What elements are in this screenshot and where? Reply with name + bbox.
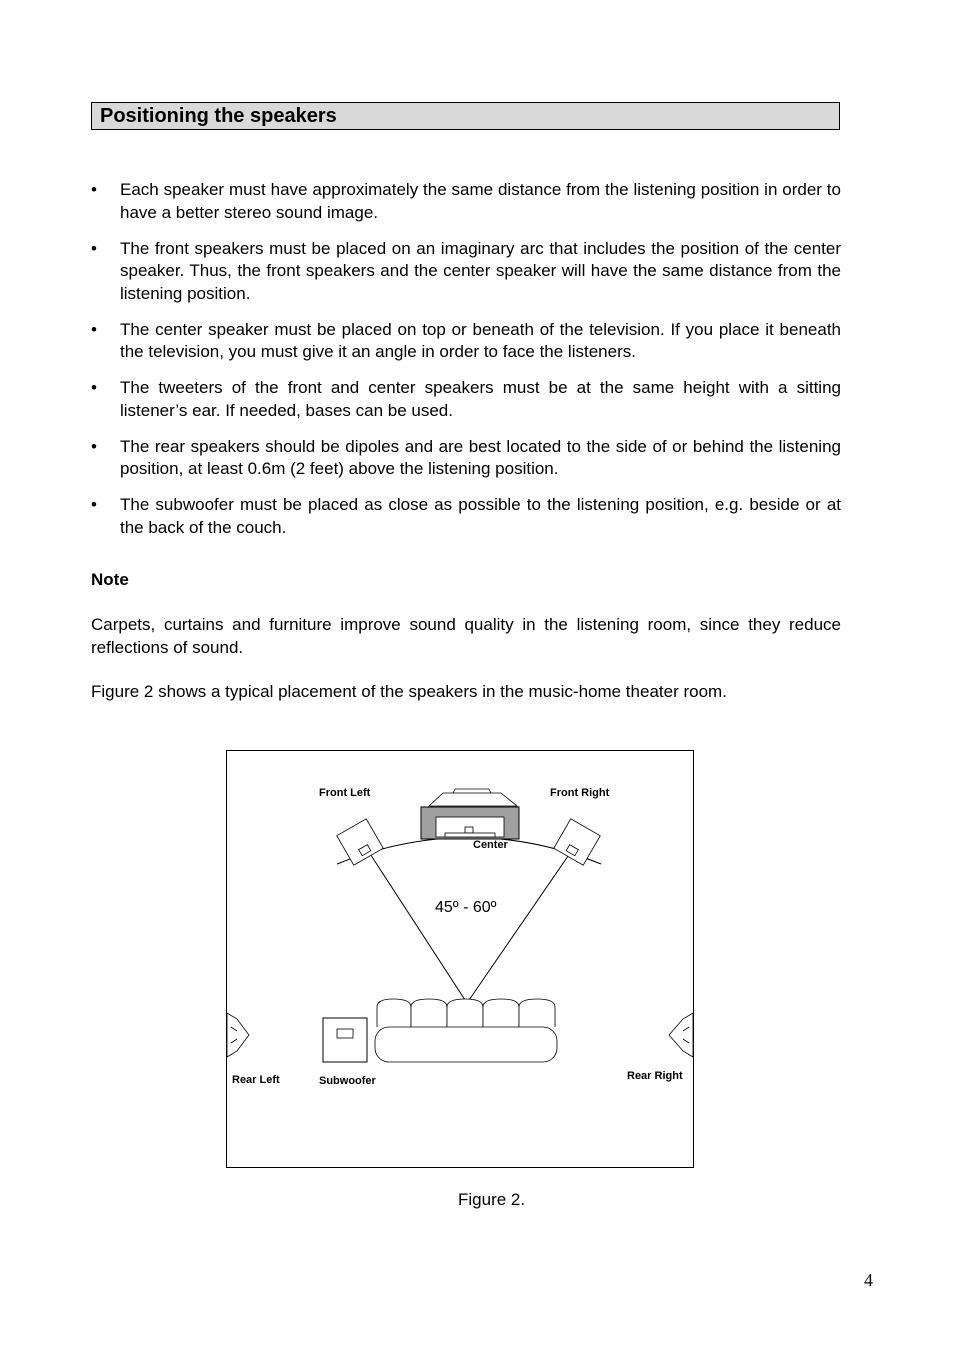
section-heading: Positioning the speakers xyxy=(100,105,337,127)
bullet-dot: • xyxy=(91,378,97,397)
figure-caption: Figure 2. xyxy=(458,1190,526,1209)
couch-icon xyxy=(375,999,557,1062)
list-item-text: The rear speakers should be dipoles and are best located to the side of or behind the listening position, at least 0.6m (2 feet) above the listening position. xyxy=(120,436,841,478)
rear-left-speaker-icon xyxy=(227,1013,249,1057)
subwoofer-label: Subwoofer xyxy=(319,1075,376,1087)
note-title: Note xyxy=(91,570,129,589)
bullet-dot: • xyxy=(91,319,97,339)
list-item-text: The subwoofer must be placed as close as possible to the listening position, e.g. beside or at the back of the couch. xyxy=(120,495,841,537)
front-right-speaker-icon xyxy=(554,819,600,865)
bullet-list xyxy=(91,179,841,553)
front-left-speaker-icon xyxy=(337,819,383,865)
front-left-label: Front Left xyxy=(319,787,371,799)
rear-right-speaker-icon xyxy=(669,1013,693,1057)
list-item-text: The center speaker must be placed on top or beneath of the television. If you place it beneath the television, you must give it an angle in order to face the listeners. xyxy=(120,319,841,361)
list-item xyxy=(91,238,841,306)
bullet-dot: • xyxy=(91,238,97,258)
bullet-dot: • xyxy=(91,180,97,199)
front-right-label: Front Right xyxy=(550,787,610,799)
figure-intro-text: Figure 2 shows a typical placement of the speakers in the music-home theater room. xyxy=(91,682,727,701)
section-heading-box xyxy=(91,102,840,130)
angle-label: 45º - 60º xyxy=(435,899,497,916)
list-item xyxy=(91,377,841,422)
note-text: Carpets, curtains and furniture improve sound quality in the listening room, since they reduce reflections of sound. xyxy=(91,615,841,657)
bullet-dot: • xyxy=(91,495,97,514)
speaker-placement-diagram xyxy=(227,751,693,1167)
speaker-placement-figure xyxy=(226,750,694,1168)
list-item-text: The front speakers must be placed on an imaginary arc that includes the position of the center speaker. Thus, the front speakers and the center speaker will have the same distance from the listening position. xyxy=(120,238,841,303)
center-label: Center xyxy=(473,839,508,851)
list-item-text: The tweeters of the front and center speakers must be at the same height with a sitting listener’s ear. If needed, bases can be used. xyxy=(120,378,841,420)
list-item xyxy=(91,494,841,539)
list-item-text: Each speaker must have approximately the same distance from the listening position in order to have a better stereo sound image. xyxy=(120,180,841,222)
list-item xyxy=(91,436,841,481)
rear-right-label: Rear Right xyxy=(627,1070,683,1082)
page-number: 4 xyxy=(864,1270,873,1290)
rear-left-label: Rear Left xyxy=(232,1074,280,1086)
subwoofer-icon xyxy=(323,1018,367,1062)
bullet-dot: • xyxy=(91,436,97,456)
list-item xyxy=(91,319,841,364)
list-item xyxy=(91,179,841,224)
listening-angle-lines xyxy=(363,843,577,1003)
